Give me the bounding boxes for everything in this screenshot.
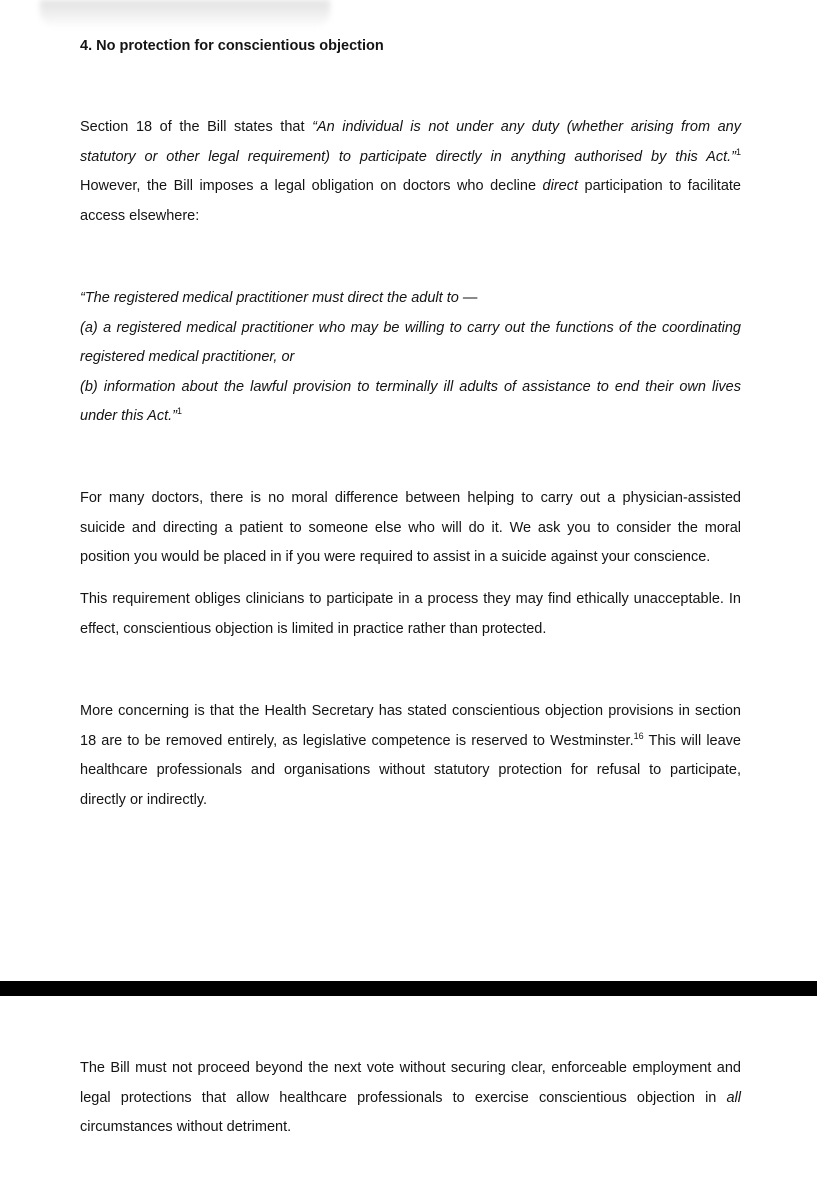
paragraph-recommendation: [80, 1054, 741, 1143]
para1-line4: access elsewhere:: [80, 207, 200, 224]
quote-line5-text: under this Act.”: [80, 408, 177, 424]
para1-line3-text-end: participation to facilitate: [578, 178, 741, 194]
para2-line3: position you would be placed in if you were required to assist in a suicide against your conscience.: [80, 549, 711, 565]
scan-shadow: [40, 0, 330, 26]
para2-line2: suicide and directing a patient to someone else who will do it. We ask you to consider the moral: [80, 519, 741, 536]
paragraph-section-18: [80, 113, 741, 231]
para5-line2-emphasis: all: [726, 1089, 741, 1106]
para4-line2-text-end: This will leave: [643, 732, 741, 749]
quote-line3: registered medical practitioner, or: [80, 349, 295, 365]
footnote-ref: 1: [176, 406, 182, 417]
quote-line5: [80, 402, 741, 432]
footnote-ref: 1: [735, 146, 741, 157]
para3-line1: This requirement obliges clinicians to participate in a process they may find ethically unacceptable. In: [80, 591, 741, 607]
para4-line4: directly or indirectly.: [80, 791, 208, 808]
quoted-provision: [80, 284, 741, 432]
para1-line2-quote: statutory or other legal requirement) to participate directly in anything authorised by this Act.”: [80, 148, 736, 165]
para1-line1-text: Section 18 of the Bill states that: [80, 119, 313, 135]
paragraph-moral-difference: [80, 484, 741, 573]
para5-line1: The Bill must not proceed beyond the next vote without securing clear, enforceable employment and: [80, 1060, 741, 1076]
quote-line1: “The registered medical practitioner must direct the adult to —: [80, 290, 478, 306]
paragraph-requirement: [80, 585, 741, 644]
para1-line1-quote: “An individual is not under any duty (whether arising from any: [312, 119, 741, 135]
para4-line2: [80, 727, 741, 757]
section-divider-bar: [0, 981, 817, 996]
para5-line2: [80, 1084, 741, 1114]
para1-line3-emphasis: direct: [542, 178, 578, 194]
para4-line1: More concerning is that the Health Secretary has stated conscientious objection provisions in section: [80, 703, 741, 719]
paragraph-health-secretary: [80, 697, 741, 815]
para5-line3: circumstances without detriment.: [80, 1119, 292, 1135]
para5-line2-text: legal protections that allow healthcare professionals to exercise conscientious objection in: [80, 1089, 727, 1106]
para3-line2: effect, conscientious objection is limited in practice rather than protected.: [80, 620, 547, 637]
para1-line3-text: However, the Bill imposes a legal obligation on doctors who decline: [80, 178, 543, 194]
para4-line2-text: 18 are to be removed entirely, as legislative competence is reserved to Westminster.: [80, 732, 634, 749]
quote-line4: (b) information about the lawful provision to terminally ill adults of assistance to end their own lives: [80, 378, 741, 395]
para1-line3: [80, 172, 741, 202]
para1-line2: [80, 143, 741, 173]
footnote-ref: 16: [633, 730, 644, 741]
para1-line1: [80, 113, 741, 143]
section-heading: 4. No protection for conscientious objection: [80, 38, 384, 54]
para2-line1: For many doctors, there is no moral difference between helping to carry out a physician-assisted: [80, 490, 741, 506]
para4-line3: healthcare professionals and organisations without statutory protection for refusal to participate,: [80, 762, 741, 778]
quote-line2: (a) a registered medical practitioner who may be willing to carry out the functions of the coordinating: [80, 319, 741, 336]
